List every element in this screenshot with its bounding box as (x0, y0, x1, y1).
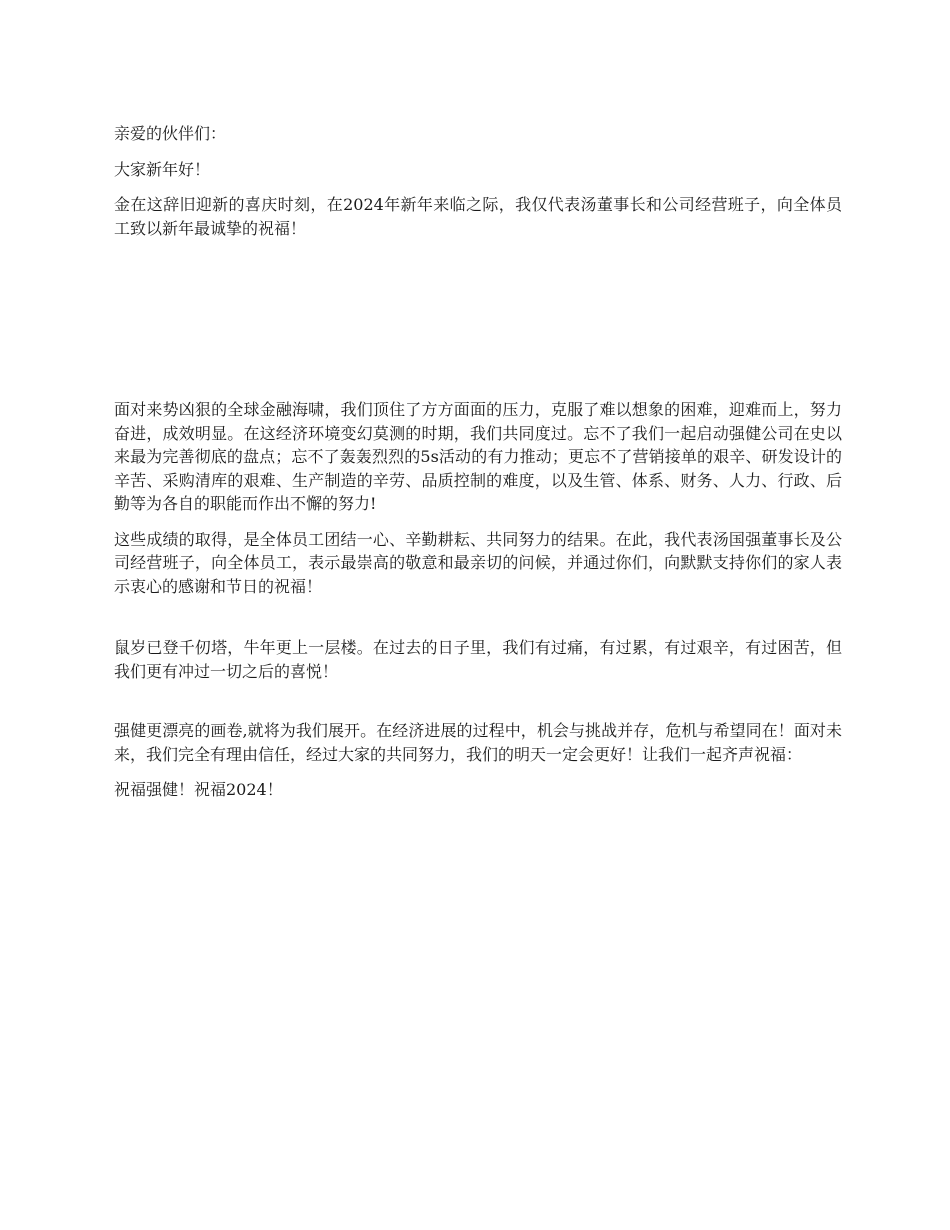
spacer (114, 516, 842, 528)
spacer (114, 146, 842, 158)
spacer (114, 683, 842, 719)
spacer (114, 766, 842, 778)
spacer (114, 598, 842, 636)
paragraph-thanks: 这些成绩的取得，是全体员工团结一心、辛勤耕耘、共同努力的结果。在此，我代表汤国强董事长及公司经营班子，向全体员工，表示最崇高的敬意和最亲切的问候，并通过你们，向默默支持你们的家人表示衷心的感谢和节日的祝福！ (114, 529, 842, 596)
paragraph-reflection: 鼠岁已登千仞塔，牛年更上一层楼。在过去的日子里，我们有过痛，有过累，有过艰辛，有过困苦，但我们更有冲过一切之后的喜悦！ (114, 638, 842, 681)
paragraph-opening: 金在这辞旧迎新的喜庆时刻，在2024年新年来临之际，我仅代表汤董事长和公司经营班子，向全体员工致以新年最诚挚的祝福！ (114, 195, 842, 238)
greeting: 大家新年好！ (114, 159, 211, 179)
letter-body (114, 122, 842, 802)
spacer (114, 240, 842, 398)
paragraph-future: 强健更漂亮的画卷,就将为我们展开。在经济进展的过程中，机会与挑战并存，危机与希望同在！面对未来，我们完全有理由信任，经过大家的共同努力，我们的明天一定会更好！让我们一起齐声祝福： (114, 721, 842, 764)
salutation: 亲爱的伙伴们： (114, 124, 227, 143)
closing-blessing: 祝福强健！祝福2024！ (114, 780, 283, 799)
paragraph-challenges: 面对来势凶狠的全球金融海啸，我们顶住了方方面面的压力，克服了难以想象的困难，迎难而上，努力奋进，成效明显。在这经济环境变幻莫测的时期，我们共同度过。忘不了我们一起启动强健公司在史以来最为完善彻底的盘点；忘不了轰轰烈烈的5s活动的有力推动；更忘不了营销接单的艰辛、研发设计的辛苦、采购清库的艰难、生产制造的辛劳、品质控制的难度，以及生管、体系、财务、人力、行政、后勤等为各自的职能而作出不懈的努力! (114, 400, 842, 513)
spacer (114, 181, 842, 193)
